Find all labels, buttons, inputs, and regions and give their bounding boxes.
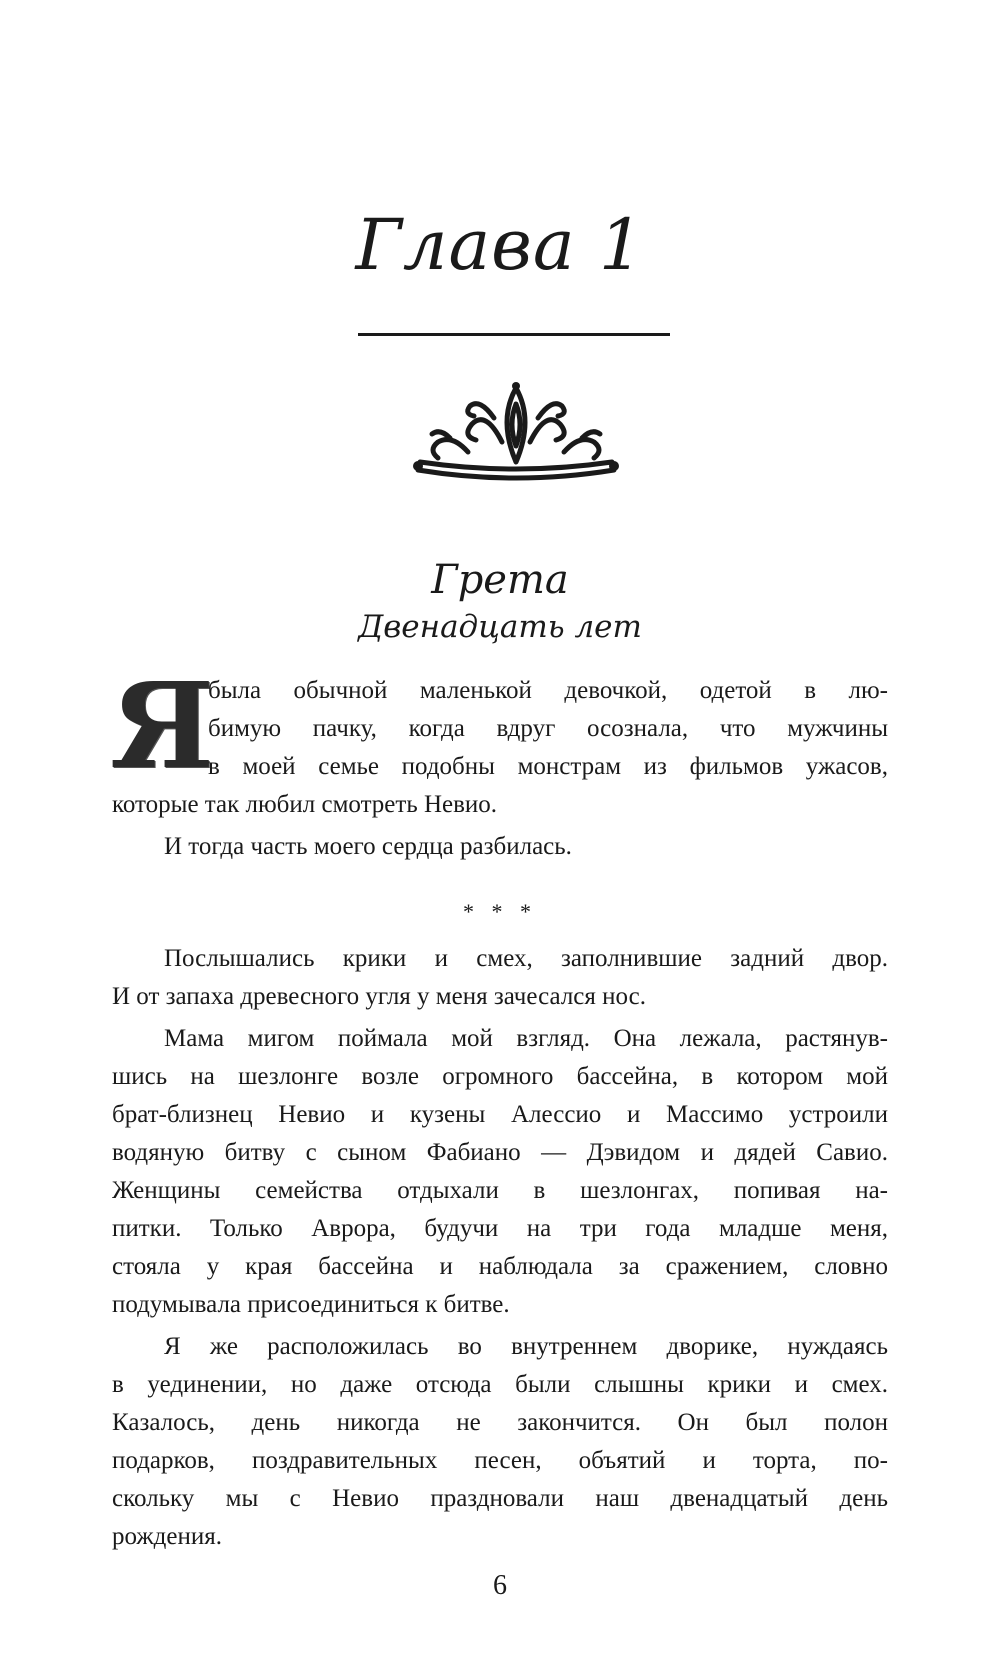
text-line: в моей семье подобны монстрам из фильмов ужасов, (208, 753, 888, 780)
pov-character-age: Двенадцать лет (358, 609, 642, 645)
text-line: Послышались крики и смех, заполнившие задний двор. (164, 945, 888, 972)
text-line: которые так любил смотреть Невио. (112, 791, 498, 818)
chapter-title: Глава 1 (355, 204, 645, 286)
text-line: брат-близнец Невио и кузены Алессио и Массимо устроили (112, 1101, 888, 1128)
text-line: бимую пачку, когда вдруг осознала, что мужчины (208, 715, 888, 742)
tiara-icon (410, 380, 622, 492)
text-line: шись на шезлонге возле огромного бассейна, в котором мой (112, 1063, 888, 1090)
text-line: стояла у края бассейна и наблюдала за сражением, словно (112, 1253, 888, 1280)
text-line: водяную битву с сыном Фабиано — Дэвидом и дядей Савио. (112, 1139, 888, 1166)
text-line: подумывала присоединиться к битве. (112, 1291, 510, 1318)
text-line: рождения. (112, 1523, 222, 1550)
drop-cap: Я (110, 656, 215, 795)
pov-character-name: Грета (431, 557, 569, 603)
text-line: Казалось, день никогда не закончится. Он был полон (112, 1409, 888, 1436)
text-line: Женщины семейства отдыхали в шезлонгах, попивая на- (112, 1177, 888, 1204)
section-separator: * * * (463, 899, 537, 924)
text-line: скольку мы с Невио праздновали наш двенадцатый день (112, 1485, 888, 1512)
text-line: подарков, поздравительных песен, объятий и торта, по- (112, 1447, 888, 1474)
text-line: И тогда часть моего сердца разбилась. (164, 833, 572, 860)
text-line: И от запаха древесного угля у меня зачесался нос. (112, 983, 646, 1010)
text-line: была обычной маленькой девочкой, одетой в лю- (208, 677, 888, 704)
text-line: в уединении, но даже отсюда были слышны крики и смех. (112, 1371, 888, 1398)
page-number: 6 (493, 1570, 507, 1601)
text-line: Мама мигом поймала мой взгляд. Она лежала, растянув- (164, 1025, 888, 1052)
text-line: питки. Только Аврора, будучи на три года младше меня, (112, 1215, 888, 1242)
title-divider (358, 333, 670, 336)
text-line: Я же расположилась во внутреннем дворике, нуждаясь (164, 1333, 888, 1360)
